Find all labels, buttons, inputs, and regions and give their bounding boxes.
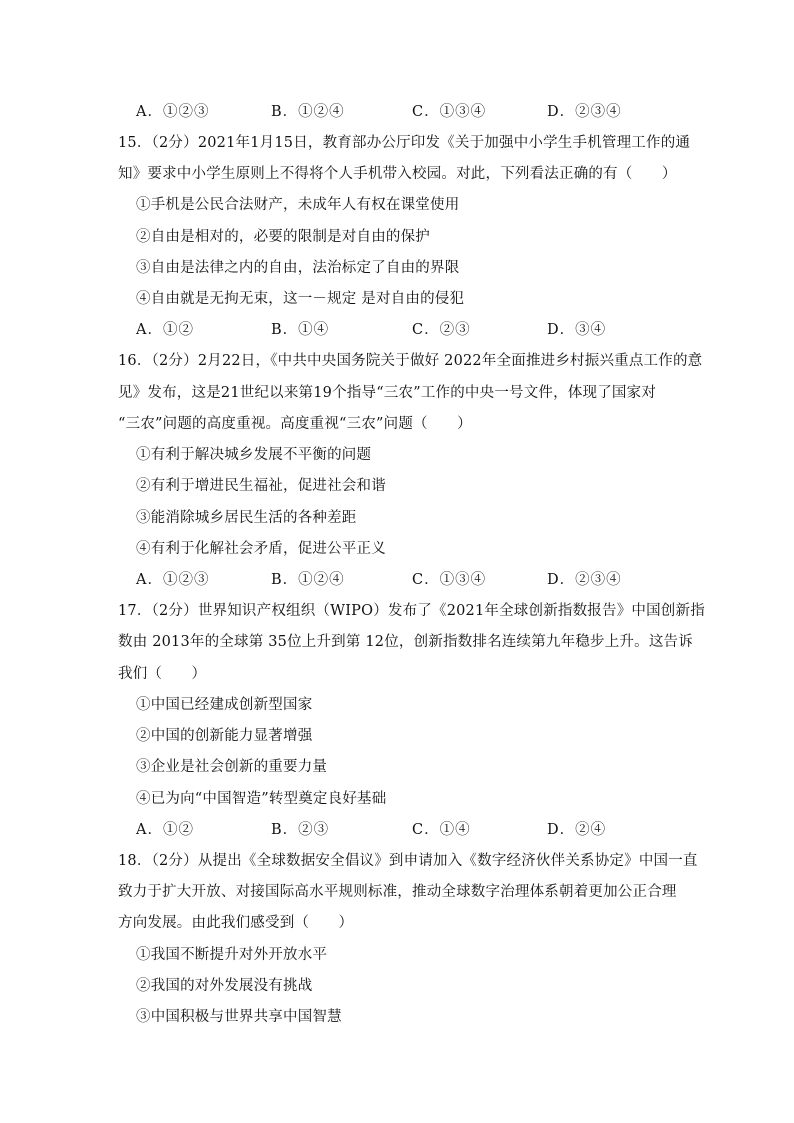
q16-option-c: C．①③④ (412, 572, 487, 588)
q17-option-a: A．①② (136, 822, 194, 838)
q14-option-a: A．①②③ (136, 104, 210, 120)
q17-stem-line-2: 数由 2013年的全球第 35位上升到第 12位，创新指数排名连续第九年稳步上升。这告诉 (118, 634, 693, 650)
q17-stem-line-3: 我们（ ） (118, 666, 207, 682)
q17-statement-1: ①中国已经建成创新型国家 (136, 697, 313, 713)
q15-option-b: B．①④ (271, 322, 330, 338)
q15-statement-3: ③自由是法律之内的自由，法治标定了自由的界限 (136, 260, 460, 276)
q17-statement-2: ②中国的创新能力显著增强 (136, 728, 313, 744)
q17-stem-line-1: 17．（2分）世界知识产权组织（WIPO）发布了《2021年全球创新指数报告》中国创新指 (118, 603, 705, 619)
q14-option-c: C．①③④ (412, 104, 487, 120)
q15-statement-1: ①手机是公民合法财产，未成年人有权在课堂使用 (136, 197, 460, 213)
q18-stem-line-3: 方向发展。由此我们感受到（ ） (118, 915, 354, 931)
q17-statement-3: ③企业是社会创新的重要力量 (136, 759, 328, 775)
q16-stem-line-2: 见》发布，这是21世纪以来第19个指导“三农”工作的中央一号文件，体现了国家对 (118, 385, 657, 401)
q18-statement-3: ③中国积极与世界共享中国智慧 (136, 1009, 342, 1025)
q16-option-d: D．②③④ (547, 572, 622, 588)
q18-statement-2: ②我国的对外发展没有挑战 (136, 978, 313, 994)
q16-stem-line-1: 16．（2分）2月22日，《中共中央国务院关于做好 2022年全面推进乡村振兴重点工作的意 (118, 353, 703, 369)
q15-options (136, 320, 656, 340)
q14-option-d: D．②③④ (547, 104, 622, 120)
q16-statement-2: ②有利于增进民生福祉，促进社会和谐 (136, 478, 386, 494)
q18-stem-line-2: 致力于扩大开放、对接国际高水平规则标准，推动全球数字治理体系朝着更加公正合理 (118, 884, 677, 900)
q14-options (136, 102, 656, 122)
q14-option-b: B．①②④ (271, 104, 345, 120)
q15-stem-line-2: 知》要求中小学生原则上不得将个人手机带入校园。对此，下列看法正确的有（ ） (118, 166, 677, 182)
q17-option-d: D．②④ (547, 822, 607, 838)
q17-options (136, 820, 656, 840)
q16-statement-1: ①有利于解决城乡发展不平衡的问题 (136, 447, 372, 463)
q17-option-b: B．②③ (271, 822, 330, 838)
q16-options (136, 570, 656, 590)
q16-statement-3: ③能消除城乡居民生活的各种差距 (136, 510, 357, 526)
q18-stem-line-1: 18．（2分）从提出《全球数据安全倡议》到申请加入《数字经济伙伴关系协定》中国一直 (118, 853, 698, 869)
q15-stem-line-1: 15．（2分）2021年1月15日，教育部办公厅印发《关于加强中小学生手机管理工作的通 (118, 135, 691, 151)
q15-option-c: C．②③ (412, 322, 471, 338)
q18-statement-1: ①我国不断提升对外开放水平 (136, 947, 328, 963)
q16-option-b: B．①②④ (271, 572, 345, 588)
q15-statement-2: ②自由是相对的，必要的限制是对自由的保护 (136, 229, 430, 245)
q15-option-a: A．①② (136, 322, 194, 338)
q17-option-c: C．①④ (412, 822, 471, 838)
q16-statement-4: ④有利于化解社会矛盾，促进公平正义 (136, 541, 386, 557)
q17-statement-4: ④已为向“中国智造”转型奠定良好基础 (136, 791, 387, 807)
q15-option-d: D．③④ (547, 322, 607, 338)
q16-option-a: A．①②③ (136, 572, 210, 588)
q15-statement-4: ④自由就是无拘无束，这一－规定 是对自由的侵犯 (136, 291, 465, 307)
q16-stem-line-3: “三农”问题的高度重视。高度重视“三农”问题（ ） (118, 416, 472, 432)
